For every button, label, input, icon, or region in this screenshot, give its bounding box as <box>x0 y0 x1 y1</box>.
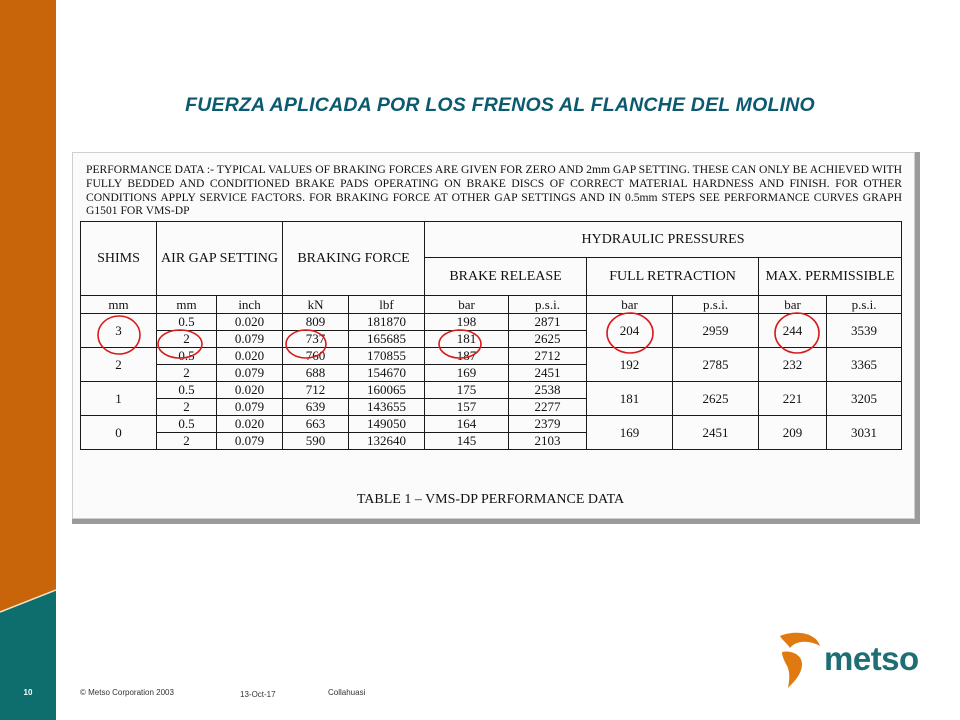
header-max-permissible: MAX. PERMISSIBLE <box>759 258 902 296</box>
metso-logo-text: metso <box>824 640 919 677</box>
table-cell: 688 <box>283 365 349 382</box>
table-cell: 2712 <box>509 348 587 365</box>
table-row <box>81 314 902 331</box>
table-cell: 2871 <box>509 314 587 331</box>
header-air-gap: AIR GAP SETTING <box>157 222 283 296</box>
table-cell: 204 <box>587 314 673 348</box>
table-cell: 2785 <box>673 348 759 382</box>
unit-cell: p.s.i. <box>509 296 587 314</box>
table-cell: 809 <box>283 314 349 331</box>
table-cell: 639 <box>283 399 349 416</box>
table-cell: 0.5 <box>157 382 217 399</box>
table-cell: 0.020 <box>217 348 283 365</box>
table-cell: 3365 <box>827 348 902 382</box>
table-cell: 2451 <box>673 416 759 450</box>
unit-cell: lbf <box>349 296 425 314</box>
table-cell: 143655 <box>349 399 425 416</box>
table-cell: 192 <box>587 348 673 382</box>
table-cell: 737 <box>283 331 349 348</box>
shims-cell: 1 <box>81 382 157 416</box>
table-cell: 169 <box>425 365 509 382</box>
unit-cell: bar <box>587 296 673 314</box>
table-cell: 0.020 <box>217 416 283 433</box>
table-cell: 187 <box>425 348 509 365</box>
table-cell: 157 <box>425 399 509 416</box>
table-cell: 165685 <box>349 331 425 348</box>
table-cell: 0.5 <box>157 348 217 365</box>
shims-cell: 0 <box>81 416 157 450</box>
table-cell: 590 <box>283 433 349 450</box>
table-cell: 0.079 <box>217 331 283 348</box>
table-cell: 2103 <box>509 433 587 450</box>
performance-table <box>80 221 902 450</box>
table-caption: TABLE 1 – VMS-DP PERFORMANCE DATA <box>356 492 625 507</box>
table-row <box>81 416 902 433</box>
table-cell: 2959 <box>673 314 759 348</box>
footer-copyright: © Metso Corporation 2003 <box>80 688 174 697</box>
table-cell: 164 <box>425 416 509 433</box>
unit-cell: kN <box>283 296 349 314</box>
table-cell: 154670 <box>349 365 425 382</box>
table-cell: 181870 <box>349 314 425 331</box>
performance-note: PERFORMANCE DATA :- TYPICAL VALUES OF BRAKING FORCES ARE GIVEN FOR ZERO AND 2mm GAP SETTING. THESE CAN ONLY BE ACHIEVED WITH FULLY BEDDED AND CONDITIONED BRAKE PADS OPERATING ON BRAKE DISCS OF CORRECT MATERIAL HARDNESS AND FINISH. FOR OTHER CONDITIONS APPLY SERVICE FACTORS. FOR BRAKING FORCE AT OTHER GAP SETTINGS AND IN 0.5mm STEPS SEE PERFORMANCE CURVES GRAPH G1501 FOR VMS-DP <box>86 163 902 218</box>
table-cell: 3031 <box>827 416 902 450</box>
page-number: 10 <box>23 688 33 697</box>
table-cell: 760 <box>283 348 349 365</box>
header-brake-release: BRAKE RELEASE <box>425 258 587 296</box>
table-cell: 209 <box>759 416 827 450</box>
table-cell: 170855 <box>349 348 425 365</box>
table-cell: 181 <box>587 382 673 416</box>
table-cell: 2625 <box>673 382 759 416</box>
table-cell: 232 <box>759 348 827 382</box>
table-cell: 181 <box>425 331 509 348</box>
header-braking-force: BRAKING FORCE <box>283 222 425 296</box>
table-cell: 169 <box>587 416 673 450</box>
table-cell: 663 <box>283 416 349 433</box>
table-cell: 2 <box>157 331 217 348</box>
table-cell: 0.079 <box>217 433 283 450</box>
table-row <box>81 348 902 365</box>
table-cell: 175 <box>425 382 509 399</box>
table-row <box>81 382 902 399</box>
table-cell: 149050 <box>349 416 425 433</box>
header-full-retraction: FULL RETRACTION <box>587 258 759 296</box>
table-cell: 145 <box>425 433 509 450</box>
table-cell: 0.020 <box>217 314 283 331</box>
slide-title: FUERZA APLICADA POR LOS FRENOS AL FLANCHE DEL MOLINO <box>185 94 815 116</box>
table-cell: 2379 <box>509 416 587 433</box>
table-cell: 198 <box>425 314 509 331</box>
table-cell: 0.020 <box>217 382 283 399</box>
table-cell: 0.5 <box>157 314 217 331</box>
shims-cell: 3 <box>81 314 157 348</box>
table-cell: 2538 <box>509 382 587 399</box>
table-cell: 2451 <box>509 365 587 382</box>
unit-cell: p.s.i. <box>673 296 759 314</box>
table-cell: 2277 <box>509 399 587 416</box>
unit-cell: p.s.i. <box>827 296 902 314</box>
table-cell: 2625 <box>509 331 587 348</box>
logo-swoosh-top <box>780 633 820 648</box>
metso-logo-icon <box>776 630 824 690</box>
table-cell: 712 <box>283 382 349 399</box>
unit-cell: bar <box>759 296 827 314</box>
table-cell: 2 <box>157 365 217 382</box>
unit-cell: mm <box>157 296 217 314</box>
footer-location: Collahuasi <box>328 688 366 697</box>
table-cell: 0.5 <box>157 416 217 433</box>
unit-cell: inch <box>217 296 283 314</box>
table-cell: 3539 <box>827 314 902 348</box>
table-cell: 0.079 <box>217 365 283 382</box>
table-cell: 132640 <box>349 433 425 450</box>
header-hydraulic-pressures: HYDRAULIC PRESSURES <box>425 222 902 258</box>
table-cell: 160065 <box>349 382 425 399</box>
footer-date: 13-Oct-17 <box>240 690 276 699</box>
sidebar-band <box>0 0 56 720</box>
table-cell: 0.079 <box>217 399 283 416</box>
units-row <box>81 296 902 314</box>
table-cell: 221 <box>759 382 827 416</box>
table-cell: 244 <box>759 314 827 348</box>
header-shims: SHIMS <box>81 222 157 296</box>
table-cell: 2 <box>157 399 217 416</box>
logo-swoosh-bottom <box>782 652 802 689</box>
unit-cell: bar <box>425 296 509 314</box>
unit-cell: mm <box>81 296 157 314</box>
shims-cell: 2 <box>81 348 157 382</box>
table-cell: 2 <box>157 433 217 450</box>
table-cell: 3205 <box>827 382 902 416</box>
